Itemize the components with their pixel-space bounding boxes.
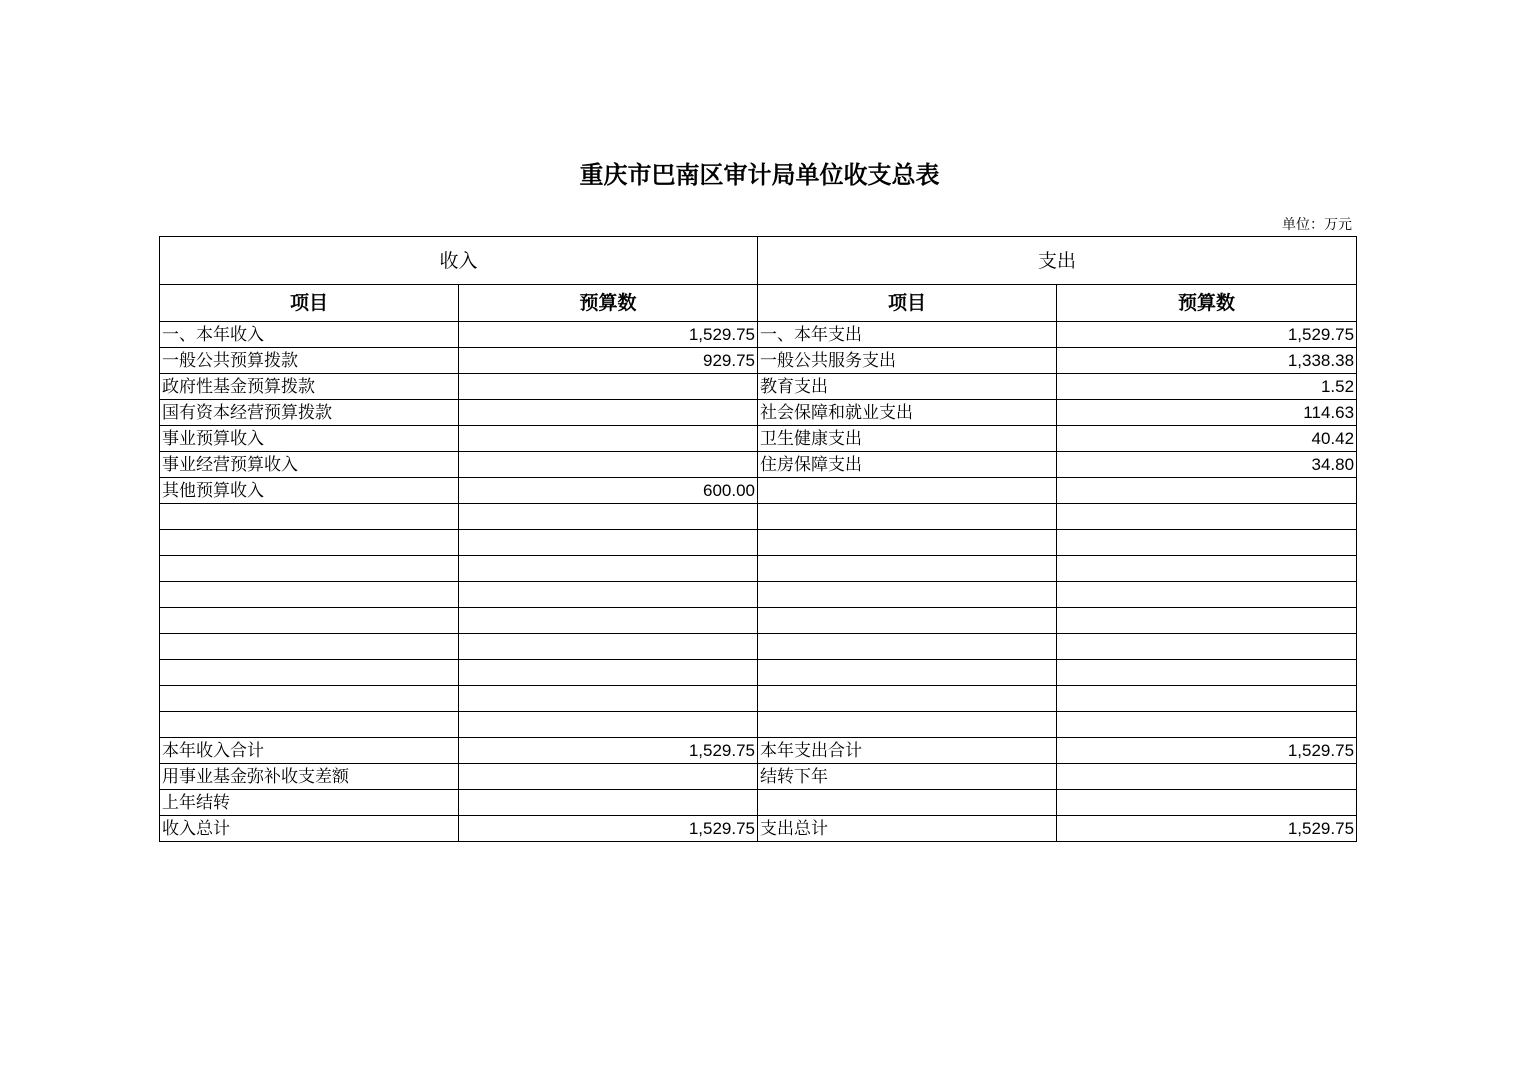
income-item-cell: 事业预算收入 [160, 426, 459, 452]
table-row [160, 660, 1357, 686]
income-item-cell: 用事业基金弥补收支差额 [160, 764, 459, 790]
expense-item-cell: 教育支出 [758, 374, 1057, 400]
expense-item-cell: 本年支出合计 [758, 738, 1057, 764]
expense-amount-cell [1057, 712, 1357, 738]
income-amount-cell [459, 764, 758, 790]
income-amount-cell [459, 582, 758, 608]
income-amount-header: 预算数 [459, 285, 758, 322]
expense-amount-cell [1057, 556, 1357, 582]
income-amount-cell [459, 530, 758, 556]
expense-item-cell: 一般公共服务支出 [758, 348, 1057, 374]
expense-amount-cell [1057, 686, 1357, 712]
table-row [160, 348, 1357, 374]
expense-amount-cell [1057, 790, 1357, 816]
expense-item-cell: 结转下年 [758, 764, 1057, 790]
table-row [160, 608, 1357, 634]
page-title: 重庆市巴南区审计局单位收支总表 [579, 160, 940, 189]
income-amount-cell: 600.00 [459, 478, 758, 504]
income-item-cell [160, 556, 459, 582]
table-row [160, 530, 1357, 556]
table-row [160, 374, 1357, 400]
expense-amount-cell [1057, 504, 1357, 530]
income-amount-cell [459, 504, 758, 530]
expense-amount-header: 预算数 [1057, 285, 1357, 322]
expense-item-cell [758, 530, 1057, 556]
expense-amount-cell [1057, 582, 1357, 608]
expense-amount-cell [1057, 478, 1357, 504]
income-amount-cell [459, 790, 758, 816]
expense-item-cell: 一、本年支出 [758, 322, 1057, 348]
income-item-cell: 国有资本经营预算拨款 [160, 400, 459, 426]
expense-item-cell: 住房保障支出 [758, 452, 1057, 478]
income-item-cell: 本年收入合计 [160, 738, 459, 764]
expense-amount-cell: 40.42 [1057, 426, 1357, 452]
table-row [160, 686, 1357, 712]
income-amount-cell [459, 660, 758, 686]
expense-item-cell [758, 686, 1057, 712]
expense-item-cell [758, 608, 1057, 634]
table-row [160, 426, 1357, 452]
table-row [160, 738, 1357, 764]
table-row [160, 790, 1357, 816]
expense-item-cell: 卫生健康支出 [758, 426, 1057, 452]
income-section-header: 收入 [160, 237, 758, 285]
expense-amount-cell [1057, 660, 1357, 686]
expense-amount-cell: 1,529.75 [1057, 322, 1357, 348]
income-amount-cell: 1,529.75 [459, 816, 758, 842]
income-amount-cell: 1,529.75 [459, 738, 758, 764]
income-amount-cell [459, 426, 758, 452]
income-item-cell [160, 712, 459, 738]
table-row [160, 322, 1357, 348]
expense-amount-cell: 34.80 [1057, 452, 1357, 478]
budget-table [159, 236, 1357, 842]
income-amount-cell [459, 686, 758, 712]
table-row [160, 634, 1357, 660]
table-row [160, 556, 1357, 582]
expense-item-cell [758, 556, 1057, 582]
income-amount-cell [459, 374, 758, 400]
expense-item-cell [758, 634, 1057, 660]
income-item-cell [160, 634, 459, 660]
income-item-cell [160, 504, 459, 530]
income-item-header: 项目 [160, 285, 459, 322]
income-item-cell: 收入总计 [160, 816, 459, 842]
income-item-cell [160, 686, 459, 712]
income-amount-cell [459, 400, 758, 426]
expense-section-header: 支出 [758, 237, 1357, 285]
table-row [160, 582, 1357, 608]
income-item-cell: 事业经营预算收入 [160, 452, 459, 478]
expense-amount-cell [1057, 634, 1357, 660]
income-amount-cell: 1,529.75 [459, 322, 758, 348]
income-item-cell [160, 530, 459, 556]
expense-item-header: 项目 [758, 285, 1057, 322]
income-item-cell [160, 608, 459, 634]
unit-label: 单位：万元 [1282, 217, 1352, 233]
income-item-cell: 一般公共预算拨款 [160, 348, 459, 374]
expense-item-cell: 社会保障和就业支出 [758, 400, 1057, 426]
expense-item-cell [758, 478, 1057, 504]
income-item-cell [160, 660, 459, 686]
income-amount-cell [459, 608, 758, 634]
income-item-cell: 政府性基金预算拨款 [160, 374, 459, 400]
income-item-cell: 其他预算收入 [160, 478, 459, 504]
table-row [160, 712, 1357, 738]
income-amount-cell [459, 556, 758, 582]
income-item-cell: 一、本年收入 [160, 322, 459, 348]
section-header-row [160, 237, 1357, 285]
expense-item-cell [758, 504, 1057, 530]
income-amount-cell [459, 634, 758, 660]
expense-item-cell [758, 582, 1057, 608]
table-row [160, 452, 1357, 478]
column-header-row [160, 285, 1357, 322]
table-row [160, 816, 1357, 842]
income-item-cell [160, 582, 459, 608]
expense-amount-cell: 1,338.38 [1057, 348, 1357, 374]
expense-amount-cell: 114.63 [1057, 400, 1357, 426]
expense-amount-cell [1057, 608, 1357, 634]
expense-item-cell [758, 790, 1057, 816]
expense-amount-cell [1057, 530, 1357, 556]
expense-item-cell [758, 660, 1057, 686]
expense-item-cell: 支出总计 [758, 816, 1057, 842]
expense-item-cell [758, 712, 1057, 738]
expense-amount-cell: 1,529.75 [1057, 738, 1357, 764]
income-amount-cell [459, 452, 758, 478]
income-amount-cell [459, 712, 758, 738]
expense-amount-cell: 1.52 [1057, 374, 1357, 400]
table-row [160, 764, 1357, 790]
expense-amount-cell [1057, 764, 1357, 790]
table-row [160, 400, 1357, 426]
income-amount-cell: 929.75 [459, 348, 758, 374]
table-row [160, 504, 1357, 530]
table-row [160, 478, 1357, 504]
expense-amount-cell: 1,529.75 [1057, 816, 1357, 842]
income-item-cell: 上年结转 [160, 790, 459, 816]
